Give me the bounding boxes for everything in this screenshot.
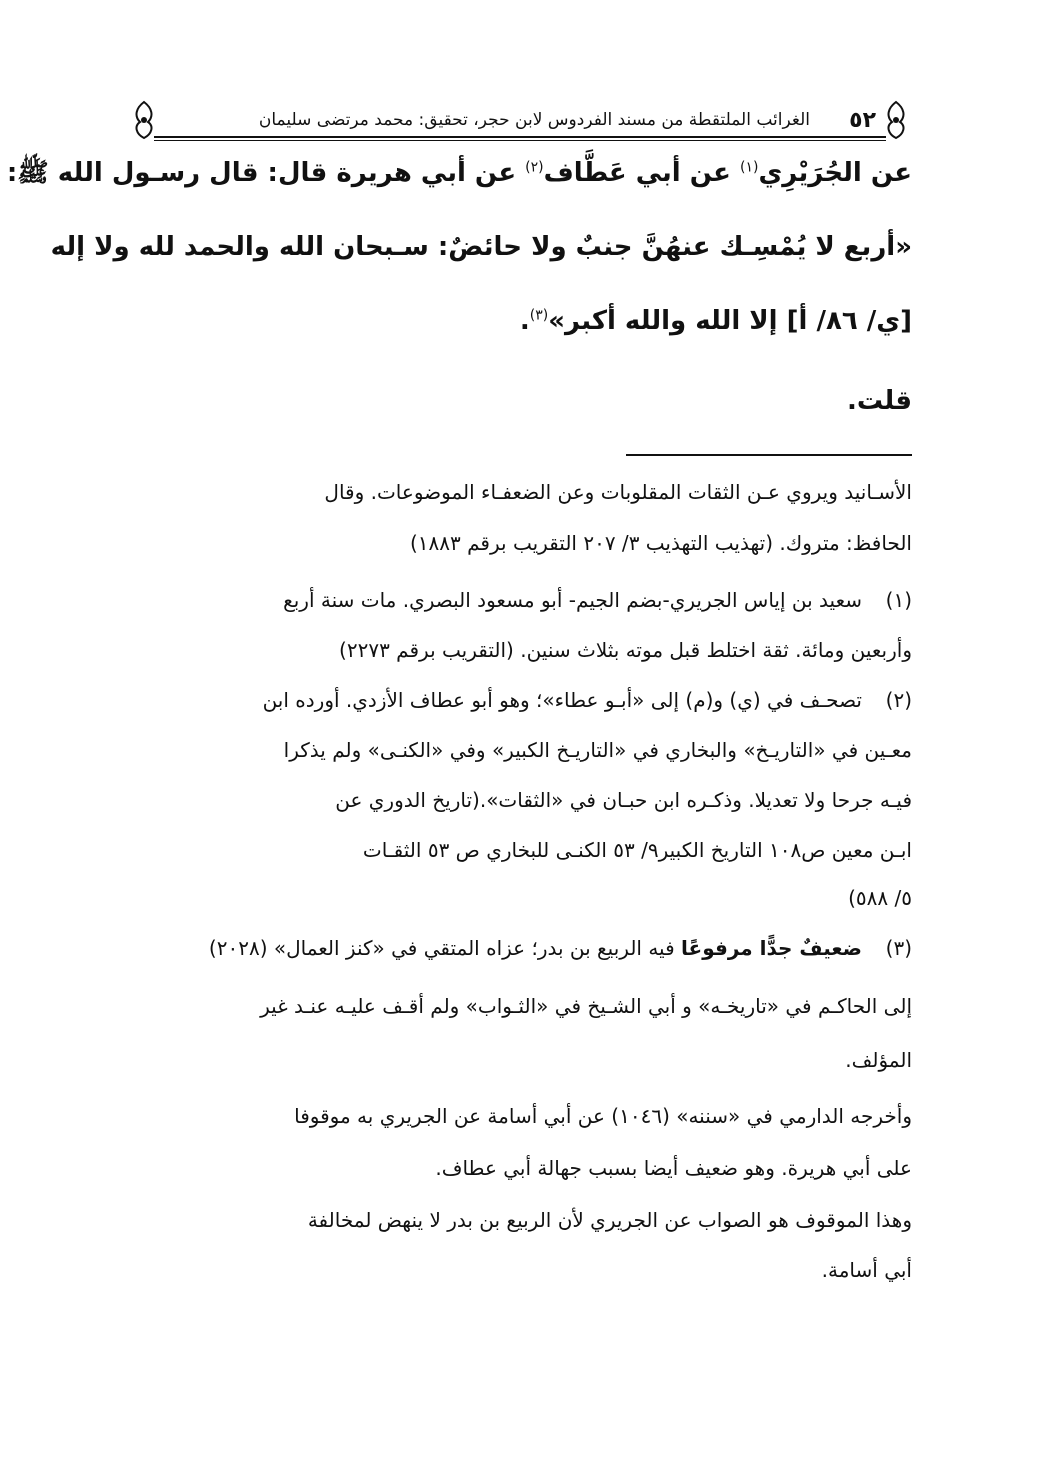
footnote-1-line-2: وأربعين ومائة. ثقة اختلط قبل موته بثلاث سنين. (التقريب برقم ٢٢٧٣) bbox=[339, 638, 912, 662]
footnote-2-line-5: ٥/ ٥٨٨) bbox=[848, 886, 912, 910]
footnote-2-line-1: تصحـف في (ي) و(م) إلى «أبـو عطاء»؛ وهو أبو عطاف الأزدي. أورده ابن bbox=[262, 688, 862, 712]
footnote-ref-1[interactable]: (١) bbox=[739, 159, 759, 176]
footnote-2-line-2: معـين في «التاريـخ» والبخاري في «التاريـخ الكبير» وفي «الكنـى» ولم يذكرا bbox=[283, 738, 912, 762]
footnote-ref-2[interactable]: (٢) bbox=[525, 159, 544, 176]
footnote-ref-3[interactable]: (٣) bbox=[529, 307, 549, 324]
footnote-3-para2-line-2: على أبي هريرة. وهو ضعيف أيضا بسبب جهالة أبي عطاف. bbox=[435, 1156, 912, 1180]
footnote-2-line-3: فيـه جرحا ولا تعديلا. وذكـره ابن حبـان في «الثقات».(تاريخ الدوري عن bbox=[335, 788, 912, 812]
header-rule bbox=[154, 136, 886, 138]
main-line-3: [ي/ ٨٦/ أ] إلا الله والله أكبر»$^{(٣)}$. bbox=[519, 306, 912, 336]
ornament-right-icon bbox=[882, 100, 910, 140]
footnote-2-number: (٢) bbox=[885, 688, 912, 712]
ornament-left-icon bbox=[130, 100, 158, 140]
footnote-2-line-4: ابـن معين ص١٠٨ التاريخ الكبير٩/ ٥٣ الكنـى للبخاري ص ٥٣ الثقـات bbox=[362, 838, 912, 862]
footnote-continued-line-2: الحافظ: متروك. (تهذيب التهذيب ٣/ ٢٠٧ التقريب برقم ١٨٨٣) bbox=[409, 531, 912, 555]
running-header bbox=[130, 96, 910, 142]
main-line-1: عن الجُرَيْرِي$^{(١)}$ عن أبي عَطَّاف$^{(٢)}$ عن أبي هريرة قال: قال رسـول الله ﷺ: bbox=[6, 158, 912, 188]
footnote-continued-line-1: الأسـانيد ويروي عـن الثقات المقلوبات وعن الضعفـاء الموضوعات. وقال bbox=[324, 480, 912, 504]
footnote-3-line-1: ضعيفٌ جدًّا مرفوعًا فيه الربيع بن بدر؛ عزاه المتقي في «كنز العمال» (٢٠٢٨) bbox=[208, 936, 862, 960]
header-rule-thin bbox=[154, 140, 886, 141]
running-title: الغرائب الملتقطة من مسند الفردوس لابن حجر، تحقيق: محمد مرتضى سليمان bbox=[258, 110, 810, 130]
footnote-3-verdict: ضعيفٌ جدًّا مرفوعًا bbox=[681, 936, 862, 960]
footnote-1-line-1: سعيد بن إياس الجريري-بضم الجيم- أبو مسعود البصري. مات سنة أربع bbox=[283, 588, 862, 612]
main-line-2: «أربع لا يُمْسِـك عنهُنَّ جنبٌ ولا حائضٌ: سـبحان الله والحمد لله ولا إله bbox=[50, 232, 912, 262]
footnote-3-number: (٣) bbox=[885, 936, 912, 960]
footnote-3-para3-line-1: وهذا الموقوف هو الصواب عن الجريري لأن الربيع بن بدر لا ينهض لمخالفة bbox=[307, 1208, 912, 1232]
footnote-3-line-3: المؤلف. bbox=[845, 1048, 912, 1072]
page-number: ٥٢ bbox=[849, 108, 876, 133]
footnote-1-number: (١) bbox=[885, 588, 912, 612]
footnote-3-line-2: إلى الحاكـم في «تاريخـه» و أبي الشـيخ في «الثـواب» ولم أقـف عليـه عنـد غير bbox=[260, 994, 912, 1018]
footnote-3-para2-line-1: وأخرجه الدارمي في «سننه» (١٠٤٦) عن أبي أسامة عن الجريري به موقوفا bbox=[294, 1104, 912, 1128]
qult-heading: قلت. bbox=[846, 386, 912, 416]
footnote-3-para3-line-2: أبي أسامة. bbox=[821, 1258, 912, 1282]
footnote-separator bbox=[626, 454, 912, 456]
